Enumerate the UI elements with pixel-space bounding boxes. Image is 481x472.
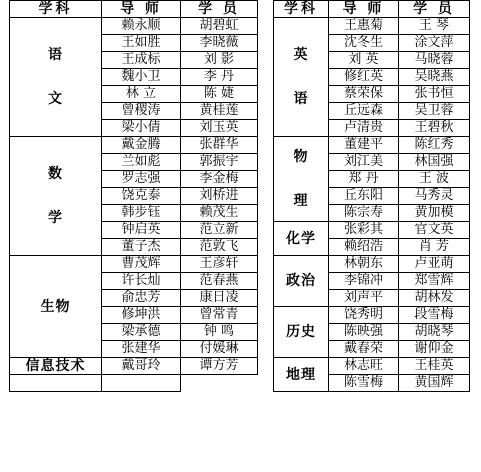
student-cell: 付媛琳 xyxy=(181,341,258,358)
student-cell: 赖茂生 xyxy=(181,205,258,222)
mentor-cell: 陈宗寿 xyxy=(329,205,399,222)
mentor-cell: 梁承德 xyxy=(102,324,181,341)
student-cell: 胡碧虹 xyxy=(181,18,258,35)
mentor-cell: 林 立 xyxy=(102,86,181,103)
mentor-cell: 赖永顺 xyxy=(102,18,181,35)
subject-label-math: 数 学 xyxy=(48,166,63,226)
student-cell: 胡林发 xyxy=(399,290,470,307)
mentor-cell: 饶秀明 xyxy=(329,307,399,324)
student-cell: 钟 鸣 xyxy=(181,324,258,341)
student-cell: 刘玉英 xyxy=(181,120,258,137)
student-cell: 张群华 xyxy=(181,137,258,154)
student-cell: 李 丹 xyxy=(181,69,258,86)
mentor-cell: 沈冬生 xyxy=(329,35,399,52)
mentor-cell: 郑 丹 xyxy=(329,171,399,188)
mentor-cell: 陈映强 xyxy=(329,324,399,341)
left-assignment-table xyxy=(9,0,258,392)
mentor-cell: 俞忠芳 xyxy=(102,290,181,307)
student-cell: 谭方芳 xyxy=(181,358,258,375)
mentor-cell: 兰如彪 xyxy=(102,154,181,171)
mentor-cell: 曾稷涛 xyxy=(102,103,181,120)
subject-header: 学科 xyxy=(10,1,102,18)
student-cell: 吴卫蓉 xyxy=(399,103,470,120)
student-cell: 官文英 xyxy=(399,222,470,239)
subject-cell-politics: 政治 xyxy=(274,256,329,307)
student-cell: 刘桥进 xyxy=(181,188,258,205)
mentor-cell: 王惠菊 xyxy=(329,18,399,35)
mentor-cell: 许长灿 xyxy=(102,273,181,290)
table-row xyxy=(10,358,258,375)
subject-cell-history: 历史 xyxy=(274,307,329,358)
subject-cell-math xyxy=(10,137,102,256)
student-cell: 段雪梅 xyxy=(399,307,470,324)
mentor-cell: 韩步钰 xyxy=(102,205,181,222)
mentor-cell: 林朝东 xyxy=(329,256,399,273)
mentor-cell: 魏小卫 xyxy=(102,69,181,86)
table-row xyxy=(10,375,258,392)
student-cell: 王 琴 xyxy=(399,18,470,35)
subject-label-chinese: 语 文 xyxy=(48,47,63,107)
student-cell: 王桂英 xyxy=(399,358,470,375)
mentor-cell: 张彩其 xyxy=(329,222,399,239)
subject-cell-geography: 地理 xyxy=(274,358,329,392)
student-cell: 马秀灵 xyxy=(399,188,470,205)
subject-label-physics: 物 理 xyxy=(293,149,309,209)
student-cell: 黄桂莲 xyxy=(181,103,258,120)
student-cell: 林国强 xyxy=(399,154,470,171)
table-row xyxy=(274,18,470,35)
mentor-cell xyxy=(10,375,102,392)
student-cell: 郭振宇 xyxy=(181,154,258,171)
mentor-header: 导 师 xyxy=(329,1,399,18)
student-cell: 李金梅 xyxy=(181,171,258,188)
mentor-cell: 董建平 xyxy=(329,137,399,154)
subject-cell-biology: 生物 xyxy=(10,256,102,358)
student-cell: 马晓蓉 xyxy=(399,52,470,69)
mentor-cell: 罗志强 xyxy=(102,171,181,188)
student-cell: 黄加模 xyxy=(399,205,470,222)
table-row xyxy=(274,222,470,239)
subject-cell-chinese xyxy=(10,18,102,137)
subject-cell-english xyxy=(274,18,329,137)
right-assignment-table xyxy=(273,0,470,392)
table-row xyxy=(274,256,470,273)
table-row xyxy=(274,137,470,154)
subject-cell-physics xyxy=(274,137,329,222)
student-cell: 谢仰金 xyxy=(399,341,470,358)
subject-header: 学科 xyxy=(274,1,329,18)
mentor-cell: 王如胜 xyxy=(102,35,181,52)
mentor-cell: 陈雪梅 xyxy=(329,375,399,392)
mentor-cell: 修红英 xyxy=(329,69,399,86)
right-header-row xyxy=(274,1,470,18)
student-cell: 黄国辉 xyxy=(399,375,470,392)
mentor-cell: 刘 英 xyxy=(329,52,399,69)
left-header-row xyxy=(10,1,258,18)
mentor-cell: 卢清贵 xyxy=(329,120,399,137)
subject-cell-it: 信息技术 xyxy=(10,358,102,375)
student-cell: 范春燕 xyxy=(181,273,258,290)
student-cell: 曾常青 xyxy=(181,307,258,324)
student-cell: 范敦飞 xyxy=(181,239,258,256)
mentor-cell: 董子杰 xyxy=(102,239,181,256)
mentor-cell: 戴哥玲 xyxy=(102,358,181,375)
mentor-cell: 林志旺 xyxy=(329,358,399,375)
mentor-cell: 赖绍浩 xyxy=(329,239,399,256)
student-cell: 王彦轩 xyxy=(181,256,258,273)
mentor-cell: 李锦冲 xyxy=(329,273,399,290)
student-header: 学 员 xyxy=(399,1,470,18)
table-row xyxy=(10,18,258,35)
mentor-cell: 梁小倩 xyxy=(102,120,181,137)
student-cell: 郑雪辉 xyxy=(399,273,470,290)
mentor-cell: 蔡荣保 xyxy=(329,86,399,103)
student-cell: 李晓薇 xyxy=(181,35,258,52)
student-cell: 肖 芳 xyxy=(399,239,470,256)
student-header: 学 员 xyxy=(181,1,258,18)
mentor-header: 导 师 xyxy=(102,1,181,18)
table-row xyxy=(10,137,258,154)
mentor-cell: 丘东阳 xyxy=(329,188,399,205)
student-cell: 张书恒 xyxy=(399,86,470,103)
table-row xyxy=(274,358,470,375)
mentor-cell: 戴金腾 xyxy=(102,137,181,154)
subject-label-english: 英 语 xyxy=(293,47,309,107)
mentor-cell: 刘江美 xyxy=(329,154,399,171)
student-cell: 康日凌 xyxy=(181,290,258,307)
table-row xyxy=(10,256,258,273)
student-cell: 卢亚萌 xyxy=(399,256,470,273)
student-cell xyxy=(102,375,181,392)
mentor-cell: 曹茂辉 xyxy=(102,256,181,273)
mentor-cell: 刘声平 xyxy=(329,290,399,307)
mentor-cell: 丘远森 xyxy=(329,103,399,120)
student-cell: 王 波 xyxy=(399,171,470,188)
mentor-cell: 钟启英 xyxy=(102,222,181,239)
mentor-cell: 戴春荣 xyxy=(329,341,399,358)
student-cell: 陈红秀 xyxy=(399,137,470,154)
student-cell: 范立新 xyxy=(181,222,258,239)
subject-cell-chemistry: 化学 xyxy=(274,222,329,256)
mentor-cell: 修坤洪 xyxy=(102,307,181,324)
student-cell: 王碧秋 xyxy=(399,120,470,137)
student-cell: 刘 影 xyxy=(181,52,258,69)
student-cell: 陈 婕 xyxy=(181,86,258,103)
mentor-cell: 张建华 xyxy=(102,341,181,358)
mentor-cell: 王成标 xyxy=(102,52,181,69)
student-cell: 胡晓琴 xyxy=(399,324,470,341)
mentor-cell: 饶克泰 xyxy=(102,188,181,205)
student-cell: 吴晓燕 xyxy=(399,69,470,86)
table-row xyxy=(274,307,470,324)
student-cell: 涂文萍 xyxy=(399,35,470,52)
